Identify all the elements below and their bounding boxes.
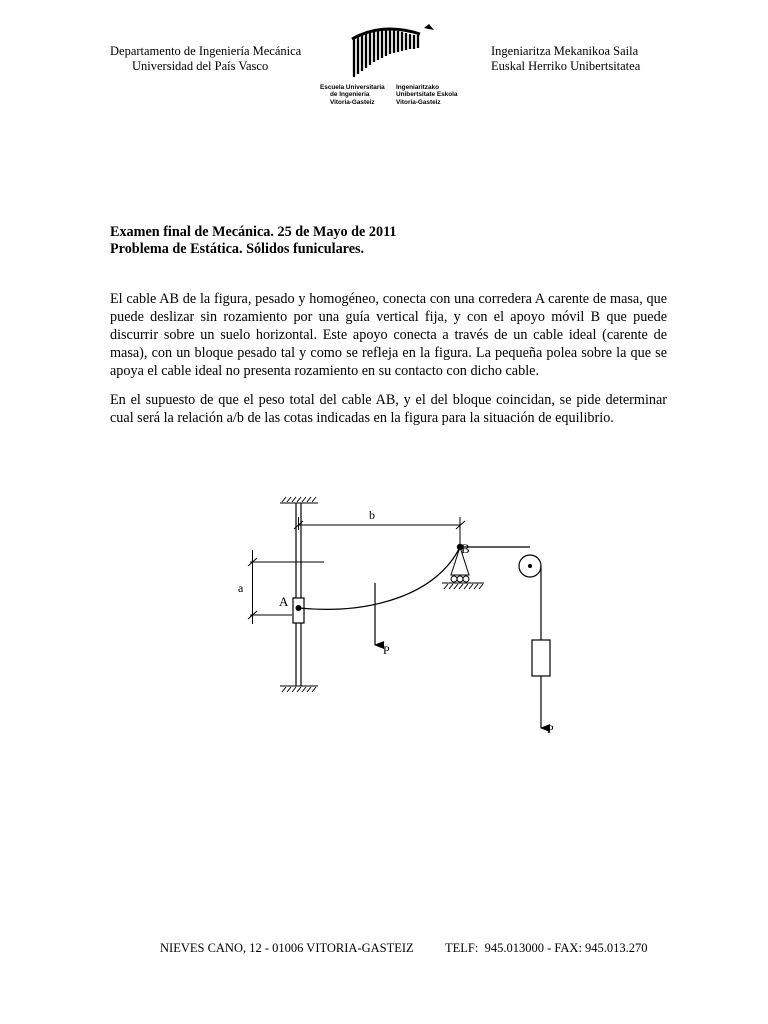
problem-paragraph-2: En el supuesto de que el peso total del cable AB, y el del bloque coincidan, se pide determinar cual será la relación a/b de las cotas indicadas en la figura para la situación de equilibrio.: [110, 392, 667, 426]
footer: [160, 941, 648, 955]
university-name-es: Universidad del País Vasco: [132, 58, 269, 73]
university-name-eu: Euskal Herriko Unibertsitatea: [491, 58, 641, 73]
school-logo: [312, 22, 472, 104]
top-ground-support: [280, 497, 318, 503]
logo-caption-eu: Ingeniaritzako Unibertsitate Eskola Vitoria-Gasteiz: [396, 84, 458, 106]
label-P-cable: P: [383, 643, 390, 657]
logo-caption-es: Escuela Universitaria de Ingeniería Vitoria-Gasteiz: [320, 84, 385, 106]
header-left: [110, 44, 301, 73]
bottom-ground-support: [280, 686, 318, 692]
footer-address: NIEVES CANO, 12 - 01006 VITORIA-GASTEIZ: [160, 941, 414, 955]
label-B: B: [461, 541, 470, 556]
department-name-eu: Ingeniaritza Mekanikoa Saila: [491, 44, 639, 58]
problem-paragraph-1: El cable AB de la figura, pesado y homogéneo, conecta con una corredera A carente de masa, que puede deslizar sin rozamiento por una guía vertical fija, y con el apoyo móvil B que puede discurrir sobre un suelo horizontal. Este apoyo conecta a través de un cable ideal (carente de masa), con un bloque pesado tal y como se refleja en la figura. La pequeña polea sobre la que se apoya el cable ideal no presenta rozamiento en su contacto con dicho cable.: [110, 291, 667, 379]
pulley-axle: [528, 564, 532, 568]
dimension-b: [294, 517, 465, 545]
header-right: [491, 44, 640, 73]
logo-bars: [354, 30, 418, 77]
statics-figure: [232, 494, 572, 744]
exam-title-line2: Problema de Estática. Sólidos funiculares.: [110, 241, 365, 257]
cable-AB: [299, 547, 461, 609]
dimension-a: [248, 550, 324, 624]
department-name-es: Departamento de Ingeniería Mecánica: [110, 44, 302, 58]
vertical-guide: [296, 503, 301, 686]
hanging-block: [532, 640, 550, 676]
label-A: A: [279, 594, 289, 609]
label-b: b: [369, 508, 375, 522]
exam-title-line1: Examen final de Mecánica. 25 de Mayo de 2011: [110, 224, 397, 240]
school-logo-graphic: [312, 22, 472, 84]
exam-title: [110, 224, 397, 258]
label-a: a: [238, 581, 244, 595]
label-P-block: P: [547, 722, 554, 736]
footer-phone: TELF: 945.013000 - FAX: 945.013.270: [445, 941, 648, 955]
